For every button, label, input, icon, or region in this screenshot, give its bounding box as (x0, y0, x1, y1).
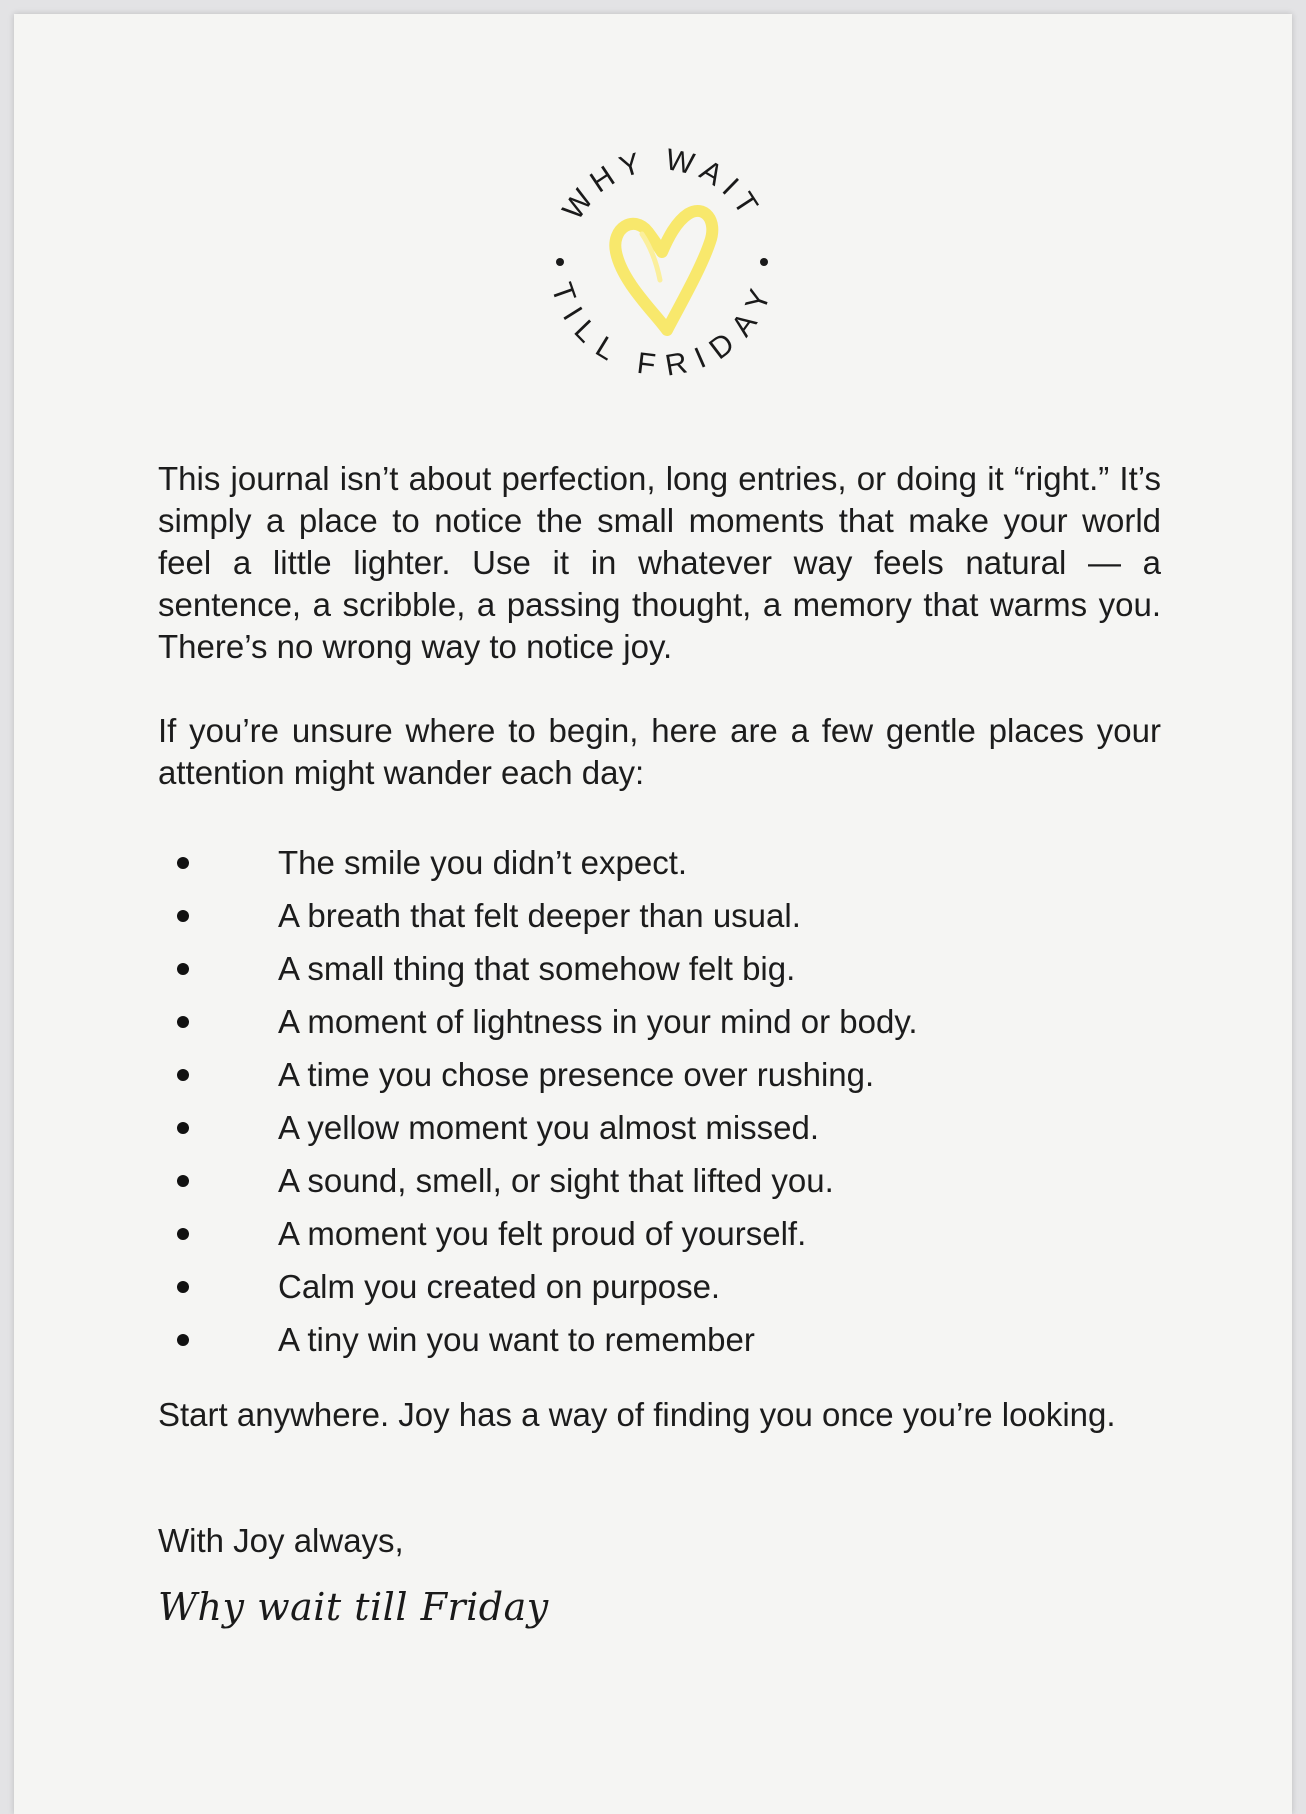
list-item (158, 889, 1161, 942)
logo-top-text: WHY WAIT (556, 143, 768, 227)
signoff: With Joy always, (158, 1522, 404, 1559)
list-item-text: A tiny win you want to remember (278, 1321, 755, 1358)
bullet-icon (177, 1281, 189, 1293)
heart-icon (615, 211, 712, 330)
bullet-icon (177, 963, 189, 975)
logo-dot-left (556, 258, 564, 266)
bullet-icon (177, 910, 189, 922)
list-item (158, 1313, 1161, 1366)
intro-paragraph-1: This journal isn’t about perfection, long entries, or doing it “right.” It’s simply a place to notice the small moments that make your world feel a little lighter. Use it in whatever way feels natural — a sentence, a scribble, a passing thought, a memory that warms you. There’s no wrong way to notice joy. (158, 460, 1161, 665)
logo-dot-right (760, 258, 768, 266)
bullet-icon (177, 1334, 189, 1346)
bullet-icon (177, 1122, 189, 1134)
bullet-icon (177, 1016, 189, 1028)
list-item-text: The smile you didn’t expect. (278, 844, 688, 881)
list-item (158, 1260, 1161, 1313)
list-item-text: A small thing that somehow felt big. (278, 950, 796, 987)
bullet-icon (177, 1069, 189, 1081)
list-item-text: A moment you felt proud of yourself. (278, 1215, 807, 1252)
list-item (158, 1207, 1161, 1260)
list-item (158, 1101, 1161, 1154)
list-item-text: Calm you created on purpose. (278, 1268, 721, 1305)
bullet-icon (177, 857, 189, 869)
list-item-text: A yellow moment you almost missed. (278, 1109, 820, 1146)
bullet-icon (177, 1175, 189, 1187)
closing-line: Start anywhere. Joy has a way of finding you once you’re looking. (158, 1396, 1116, 1433)
prompt-list (158, 836, 1161, 1366)
list-item-text: A moment of lightness in your mind or body. (278, 1003, 918, 1040)
bullet-icon (177, 1228, 189, 1240)
list-item (158, 836, 1161, 889)
list-item-text: A time you chose presence over rushing. (278, 1056, 875, 1093)
journal-intro-content (158, 458, 1161, 1632)
intro-paragraph-2: If you’re unsure where to begin, here are a few gentle places your attention might wander each day: (158, 712, 1161, 791)
list-item (158, 942, 1161, 995)
list-item (158, 1048, 1161, 1101)
list-item (158, 995, 1161, 1048)
signature: Why wait till Friday (158, 1585, 549, 1629)
list-item-text: A breath that felt deeper than usual. (278, 897, 801, 934)
list-item (158, 1154, 1161, 1207)
journal-page (14, 14, 1292, 1814)
logo-bottom-text: TILL FRIDAY (544, 278, 780, 382)
logo-badge (542, 142, 782, 382)
brand-logo (542, 142, 782, 382)
list-item-text: A sound, smell, or sight that lifted you. (278, 1162, 834, 1199)
